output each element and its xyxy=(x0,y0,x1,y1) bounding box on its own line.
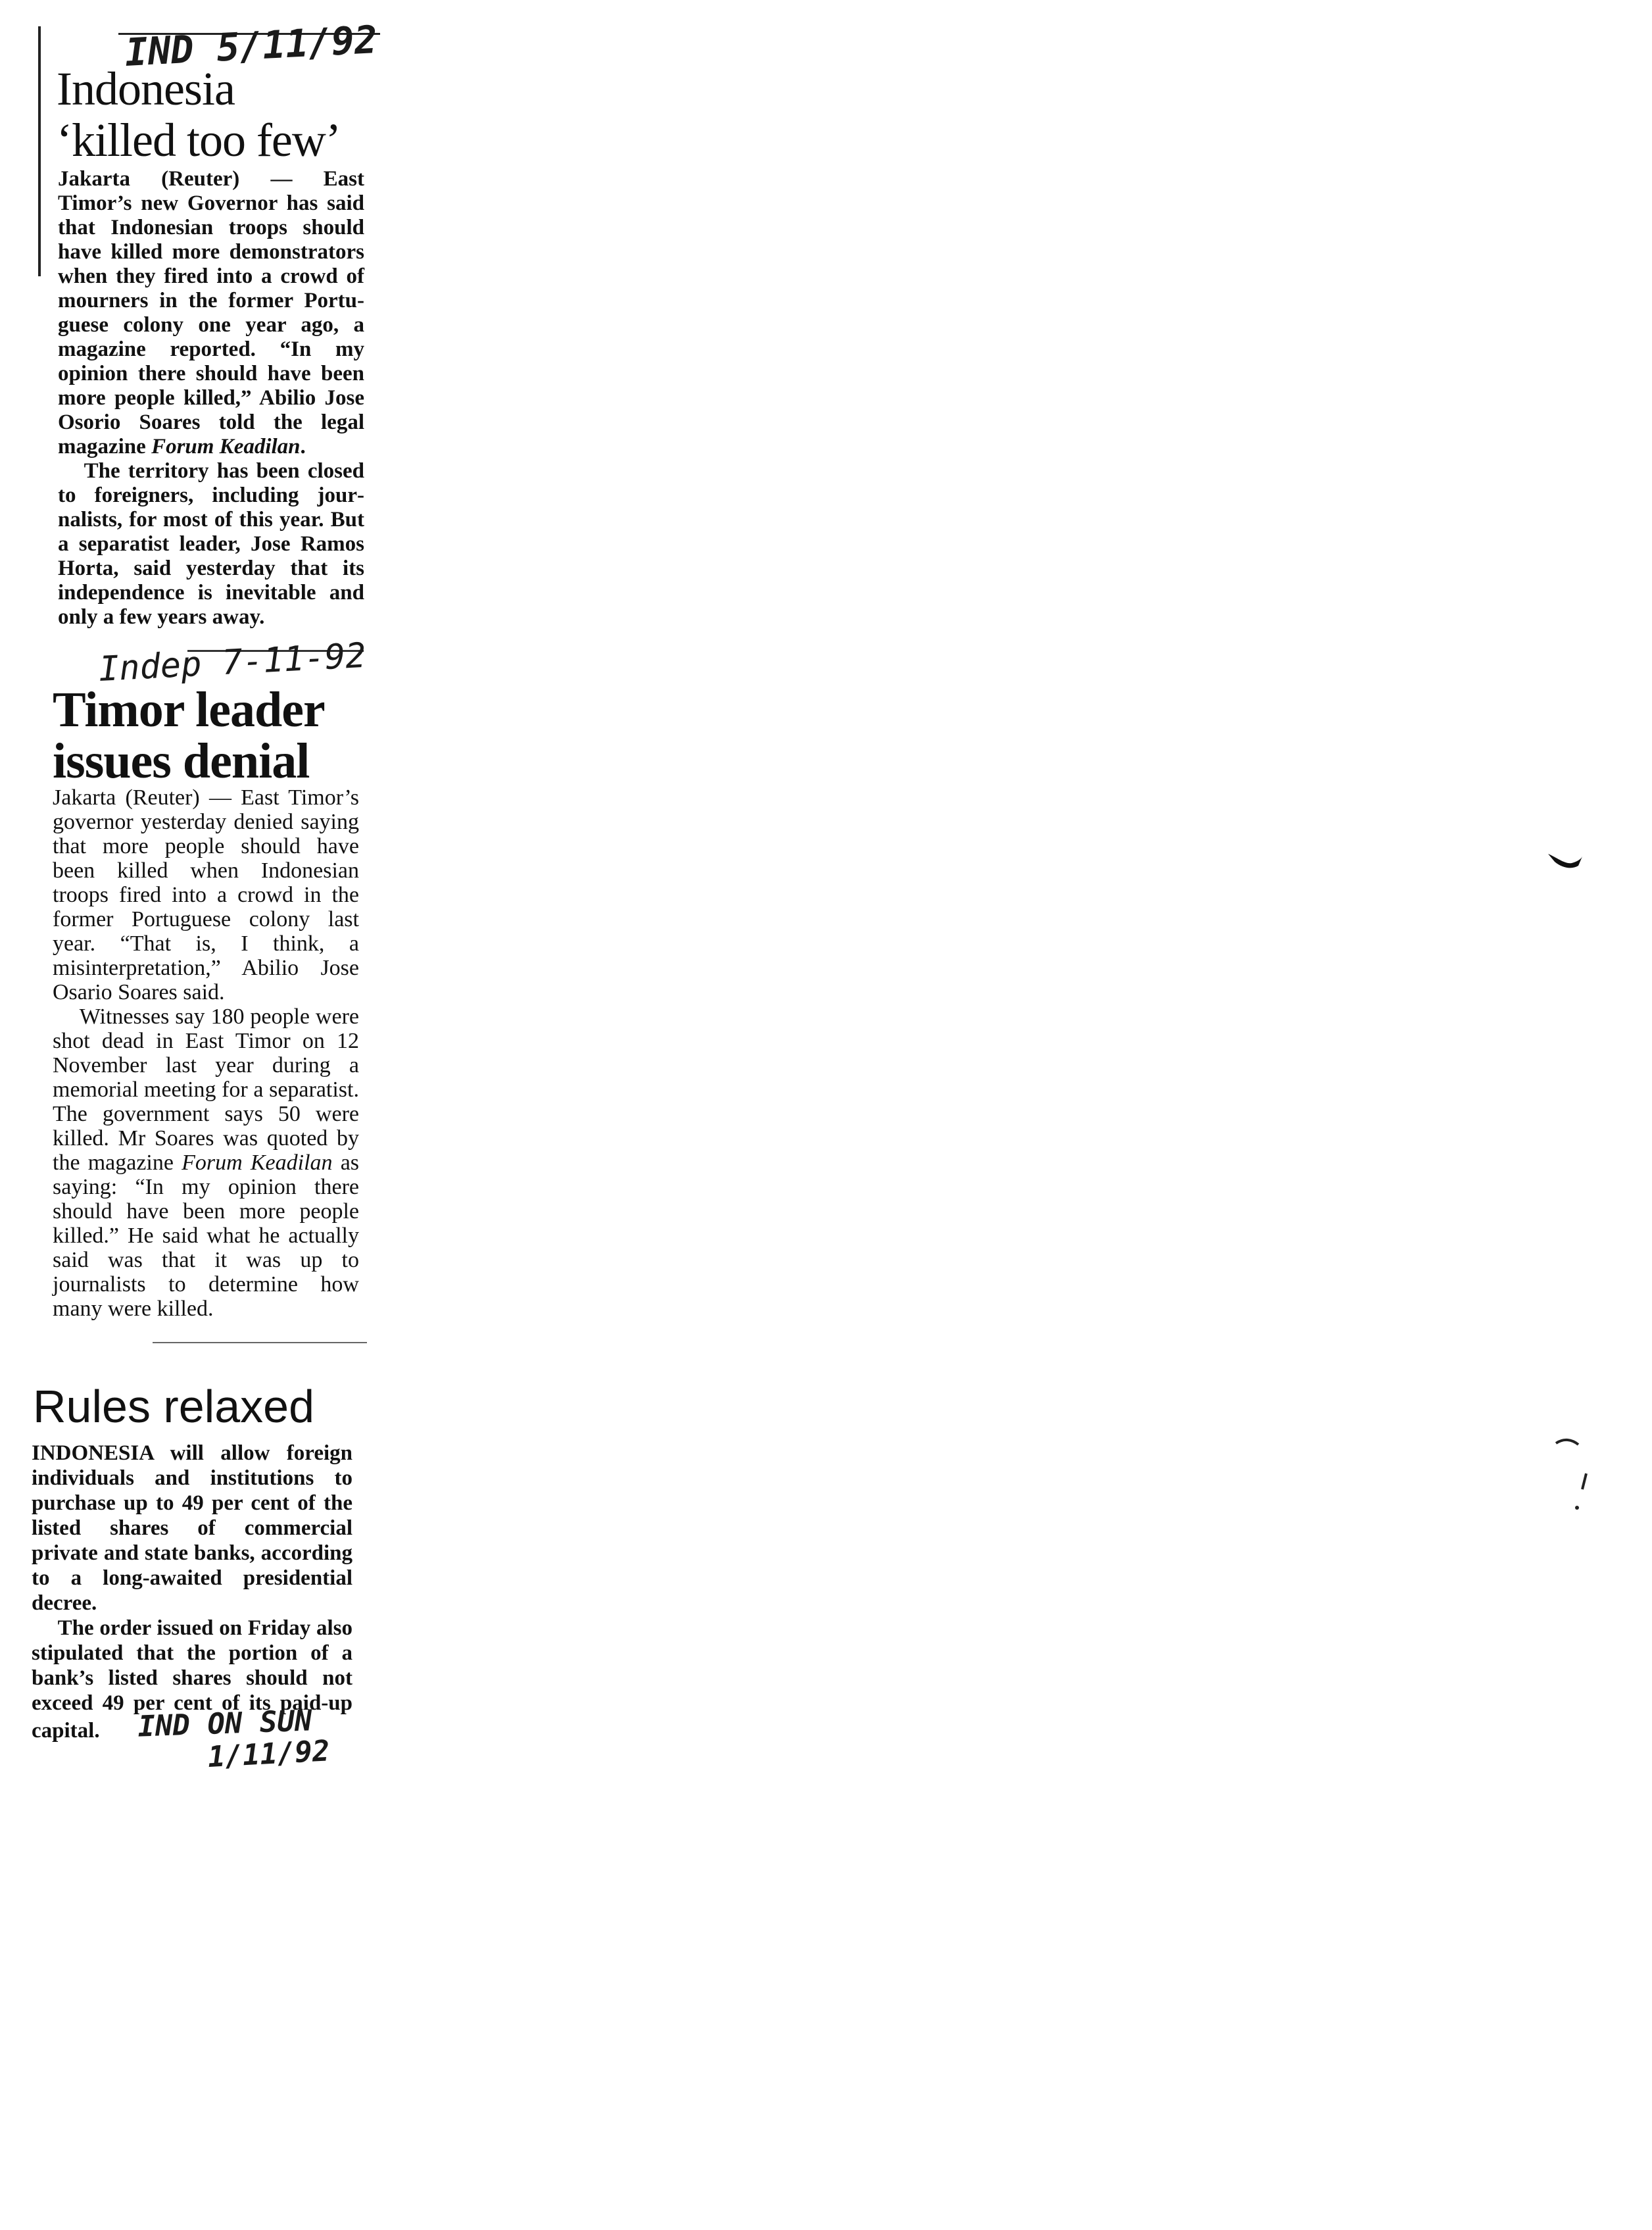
headline-line: Indonesia xyxy=(57,62,235,115)
clipping-margin-line xyxy=(38,26,41,276)
handwritten-date-note: IND ON SUN xyxy=(137,1704,312,1744)
article-paragraph: Jakarta (Reuter) — East Timor’s new Governor has said that Indonesian troops should have killed more demonstrators when they fired into a crowd of mourners in the former Portuguese colony one year ago, a magazine reported. “In my opinion there should have been more people killed,” Abilio Jose Osorio Soares told the legal magazine Forum Keadilan. xyxy=(58,167,364,458)
scan-mark xyxy=(1545,849,1585,875)
headline-line: issues denial xyxy=(53,733,310,789)
handwritten-date-note: Indep 7-11-92 xyxy=(97,635,368,689)
article-headline xyxy=(57,63,399,166)
headline-line: ‘killed too few’ xyxy=(57,114,341,166)
article-body xyxy=(32,1441,352,1772)
handwritten-date-note: IND 5/11/92 xyxy=(124,16,379,75)
lead-word: INDONESIA xyxy=(32,1441,154,1465)
article-paragraph: Jakarta (Reuter) — East Timor’s governor yesterday denied saying that more people should have been killed when Indonesian troops fired into a crowd in the former Portuguese colony last year. “That is, I think, a misinterpretation,” Abilio Jose Osario Soares said. xyxy=(53,785,359,1004)
article-body xyxy=(58,167,364,630)
scan-mark xyxy=(1552,1434,1598,1513)
article-body xyxy=(53,785,359,1321)
article-paragraph: INDONESIA will allow foreign individuals and institutions to purchase up to 49 per cent of the listed shares of commercial private and state banks, according to a long-awaited presidential decree. xyxy=(32,1441,353,1615)
clipping-bottom-rule xyxy=(153,1342,367,1343)
article-paragraph: The order issued on Friday also stipulated that the portion of a bank’s listed shares should not exceed 49 per cent of its paid-up capital. IND ON SUN xyxy=(32,1616,352,1744)
article-paragraph: Witnesses say 180 people were shot dead in East Timor on 12 November last year during a memorial meeting for a separatist. The government says 50 were killed. Mr Soares was quoted by the magazine Forum Keadilan as saying: “In my opinion there should have been more people killed.” He said what he actually said was that it was up to journalists to determine how many were killed. xyxy=(53,1004,360,1321)
article-headline: Rules relaxed xyxy=(33,1381,314,1432)
article-paragraph: The territory has been closed to foreigners, including journalists, for most of this year. But a separatist leader, Jose Ramos Horta, said yesterday that its independence is inevitable and only a few years away. xyxy=(58,459,364,629)
article-headline xyxy=(53,684,395,787)
headline-line: Timor leader xyxy=(53,682,325,737)
handwritten-date-note-line2: 1/11/92 xyxy=(206,1734,331,1774)
magazine-name: Forum Keadilan xyxy=(151,435,301,458)
magazine-name: Forum Keadilan xyxy=(182,1151,333,1175)
